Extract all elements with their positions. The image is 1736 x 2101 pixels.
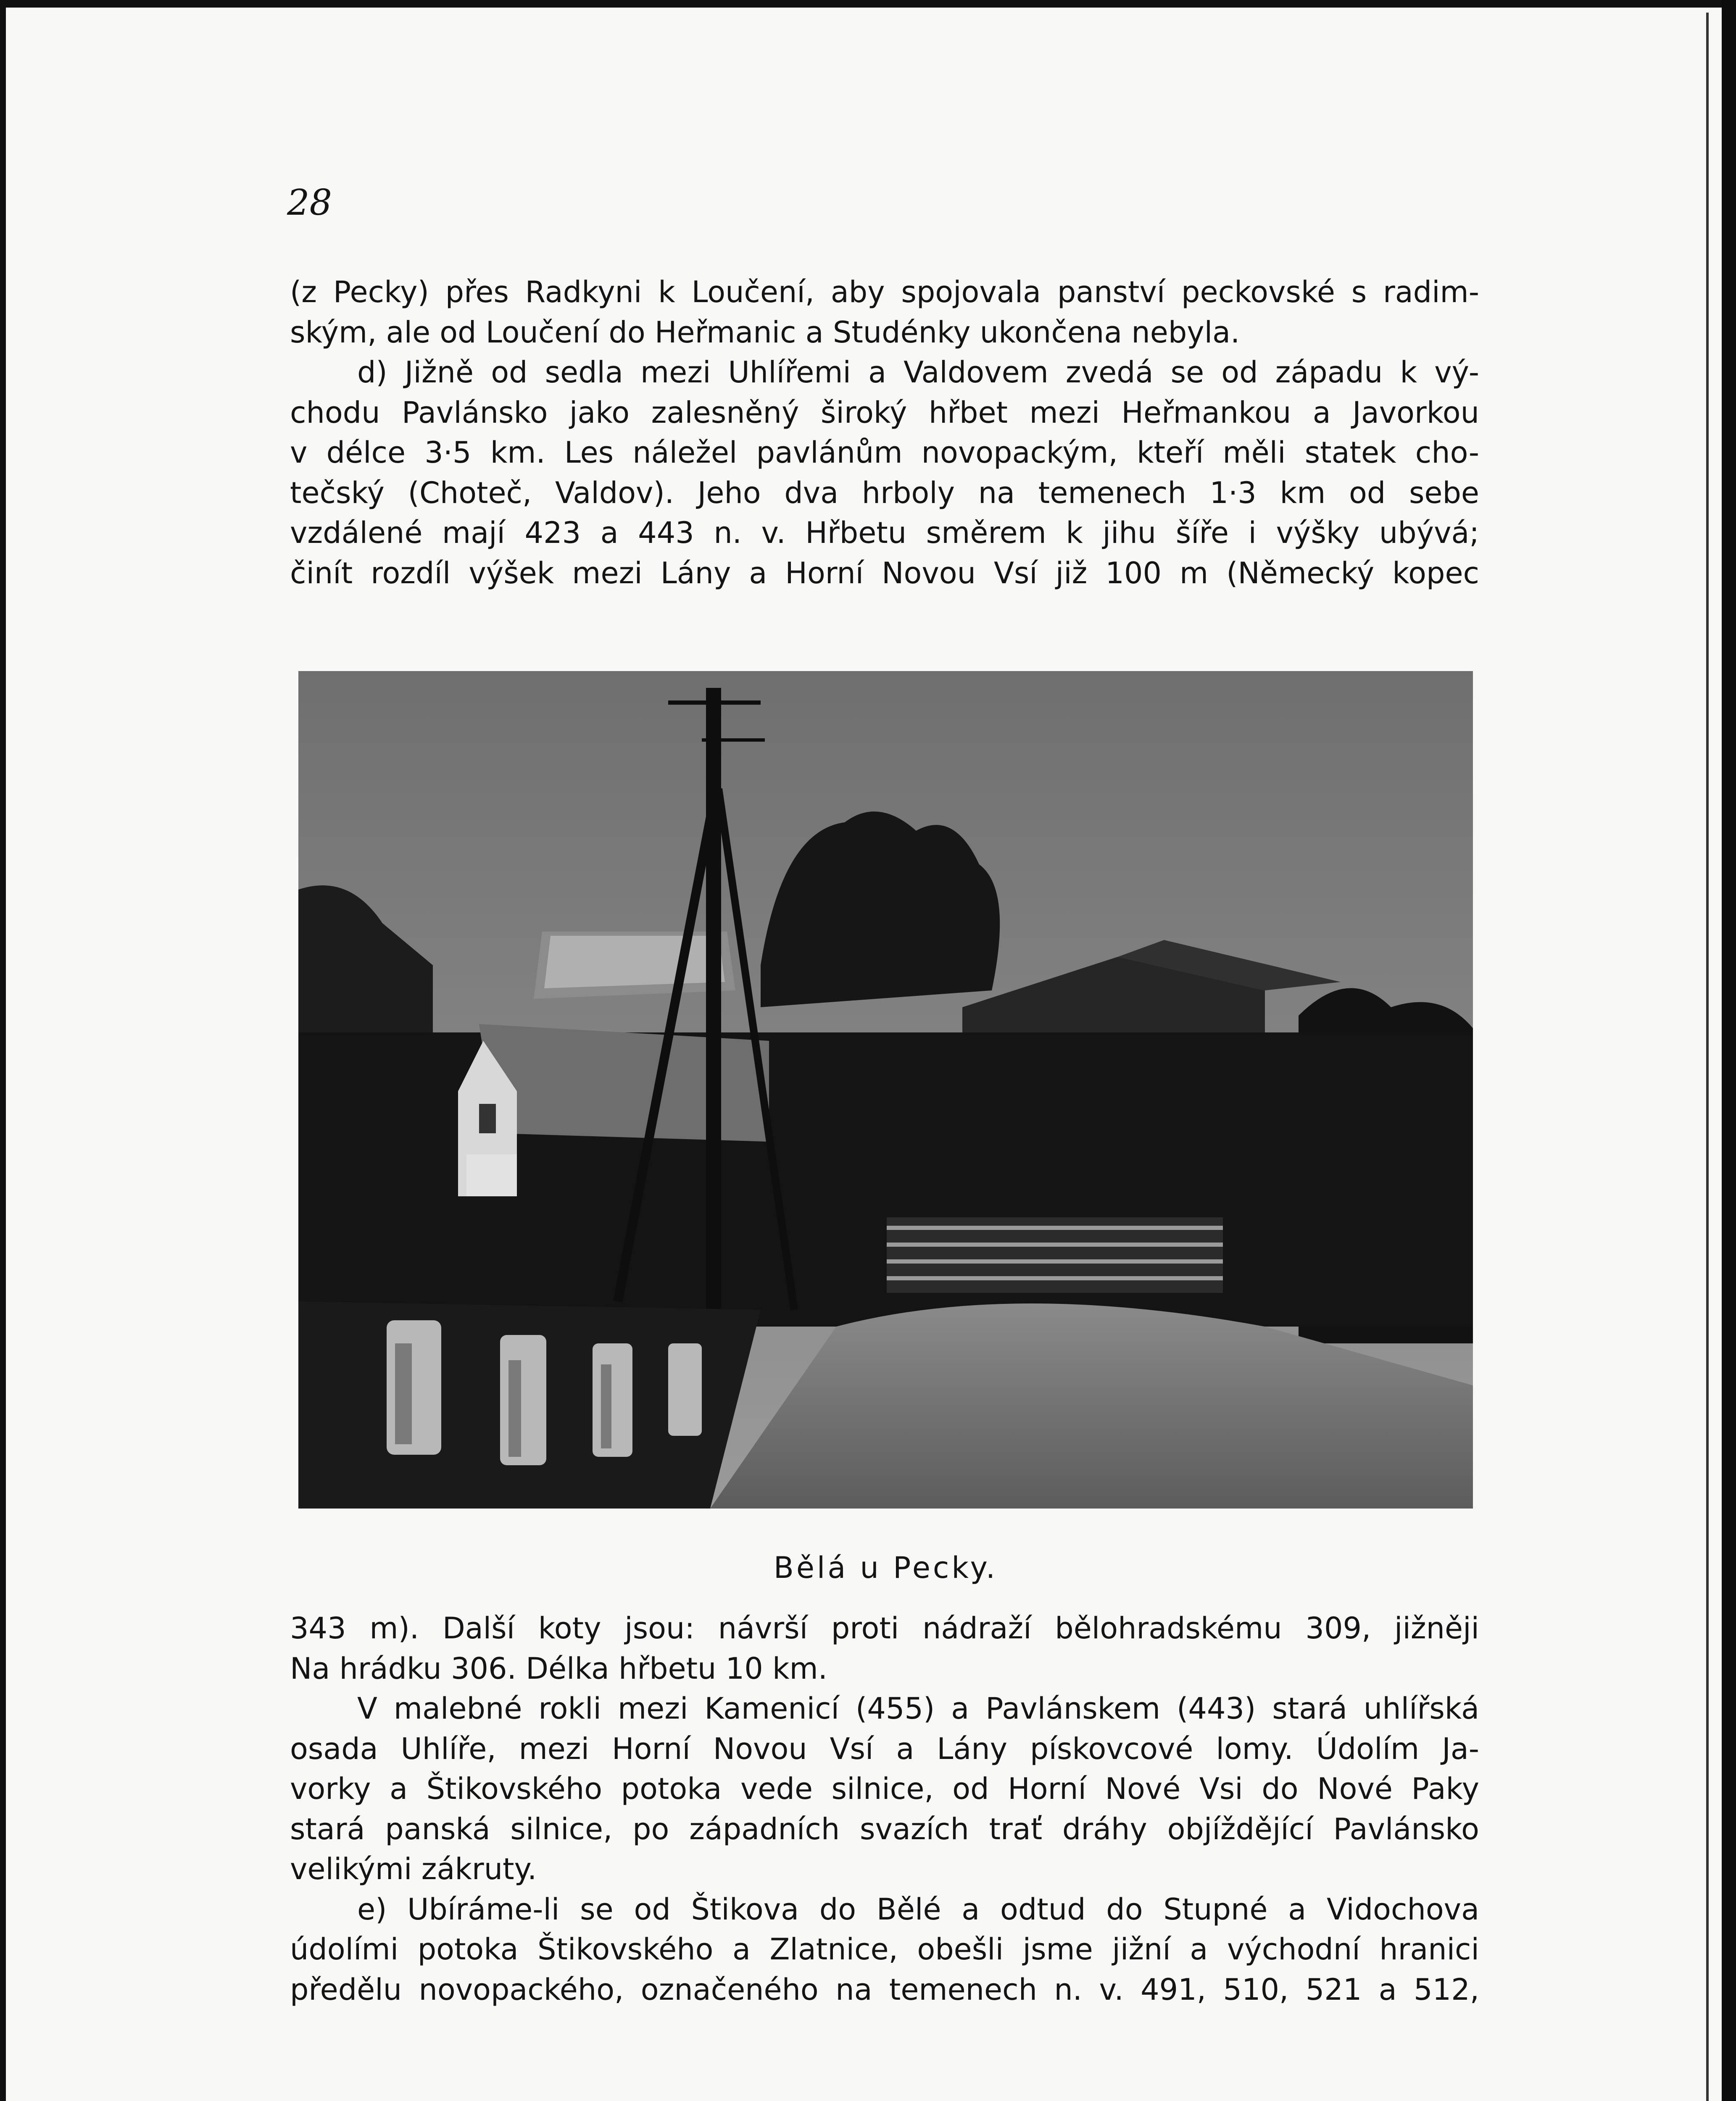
text-line: vorky a Štikovského potoka vede silnice, od Horní Nové Vsi do Nové Paky (290, 1772, 1479, 1806)
text-line: ským, ale od Loučení do Heřmanic a Studénky ukončena nebyla. (290, 315, 1240, 350)
scan-border-right (1722, 0, 1736, 2101)
text-line: vzdálené mají 423 a 443 n. v. Hřbetu směrem k jihu šíře i výšky ubývá; (290, 516, 1479, 550)
text-line: stará panská silnice, po západních svazích trať dráhy objíždějící Pavlánsko (290, 1811, 1479, 1846)
text-line: osada Uhlíře, mezi Horní Novou Vsí a Lány pískovcové lomy. Údolím Ja- (290, 1731, 1479, 1766)
figure-caption: Bělá u Pecky. (773, 1551, 998, 1585)
text-line: velikými zákruty. (290, 1852, 537, 1886)
text-line: 343 m). Další koty jsou: návrší proti nádraží bělohradskému 309, jižněji (290, 1611, 1479, 1646)
text-line: tečský (Choteč, Valdov). Jeho dva hrboly na temenech 1·3 km od sebe (290, 475, 1479, 510)
text-line: údolími potoka Štikovského a Zlatnice, obešli jsme jižní a východní hranici (290, 1932, 1479, 1967)
text-line: e) Ubíráme-li se od Štikova do Bělé a odtud do Stupné a Vidochova (357, 1892, 1479, 1927)
page-number: 28 (287, 182, 332, 223)
text-line: Na hrádku 306. Délka hřbetu 10 km. (290, 1651, 827, 1686)
top-paragraph (290, 272, 1479, 593)
text-line: předělu novopackého, označeného na temenech n. v. 491, 510, 521 a 512, (290, 1972, 1479, 2007)
text-line: chodu Pavlánsko jako zalesněný široký hřbet mezi Heřmankou a Javorkou (290, 395, 1479, 430)
text-line: (z Pecky) přes Radkyni k Loučení, aby spojovala panství peckovské s radim- (290, 275, 1479, 309)
text-line: V malebné rokli mezi Kamenicí (455) a Pavlánskem (443) stará uhlířská (357, 1691, 1479, 1726)
text-line: činít rozdíl výšek mezi Lány a Horní Novou Vsí již 100 m (Německý kopec (290, 556, 1479, 590)
text-line: d) Jižně od sedla mezi Uhlířemi a Valdovem zvedá se od západu k vý- (357, 355, 1479, 390)
photo-rendering (298, 671, 1473, 1509)
scan-border-left (0, 0, 6, 2101)
scan-binding-line (1706, 13, 1709, 2101)
village-photograph (298, 671, 1473, 1509)
text-line: v délce 3·5 km. Les náležel pavlánům novopackým, kteří měli statek cho- (290, 435, 1479, 470)
scan-border-top (0, 0, 1736, 8)
bottom-paragraph (290, 1609, 1479, 2010)
